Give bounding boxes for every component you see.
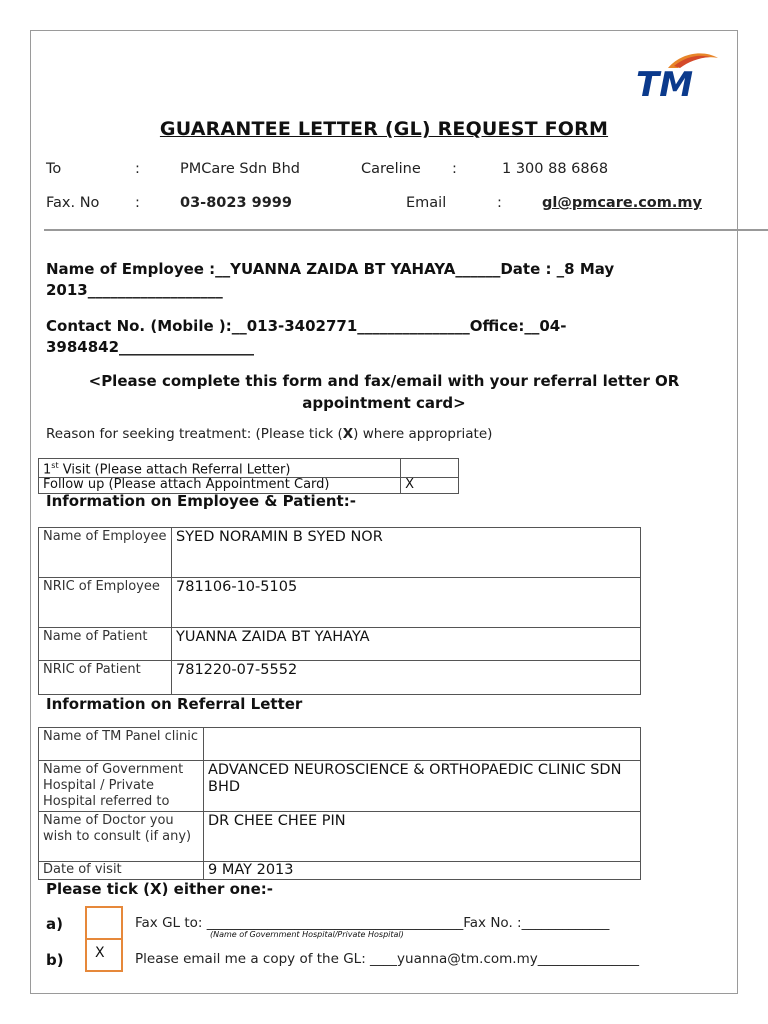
fax-label: Fax. No <box>46 195 100 211</box>
reason-prompt <box>46 426 492 442</box>
referral-section-heading: Information on Referral Letter <box>46 695 303 713</box>
row-label-panel-clinic: Name of TM Panel clinic <box>39 728 204 761</box>
fax-value: 03-8023 9999 <box>180 195 292 211</box>
table-row <box>39 812 641 862</box>
tm-logo <box>630 48 720 104</box>
first-visit-checkbox[interactable] <box>401 459 459 478</box>
fax-colon: : <box>135 195 140 211</box>
table-row <box>39 728 641 761</box>
first-visit-label: 1st Visit (Please attach Referral Letter) <box>39 459 401 478</box>
reason-prompt-pre: Reason for seeking treatment: (Please tick ( <box>46 426 343 442</box>
option-a-checkbox[interactable] <box>85 906 123 940</box>
option-b-checkbox[interactable]: X <box>85 938 123 972</box>
employee-info-table <box>38 527 641 695</box>
to-colon: : <box>135 161 140 177</box>
to-value: PMCare Sdn Bhd <box>180 161 300 177</box>
svg-text:TM: TM <box>636 65 694 104</box>
header-divider <box>44 229 768 231</box>
patient-nric-value[interactable]: 781220-07-5552 <box>172 661 641 695</box>
employee-section-heading: Information on Employee & Patient:- <box>46 492 356 510</box>
panel-clinic-value[interactable] <box>204 728 641 761</box>
employee-nric-value[interactable]: 781106-10-5105 <box>172 578 641 628</box>
careline-value: 1 300 88 6868 <box>502 161 609 177</box>
patient-name-value[interactable]: YUANNA ZAIDA BT YAHAYA <box>172 628 641 661</box>
choice-heading: Please tick (X) either one:- <box>46 880 273 898</box>
careline-label: Careline <box>361 161 421 177</box>
option-a-caption: (Name of Government Hospital/Private Hospital) <box>210 930 404 939</box>
row-label-doctor: Name of Doctor you wish to consult (if any) <box>39 812 204 862</box>
table-row <box>39 578 641 628</box>
row-label-visit-date: Date of visit <box>39 862 204 880</box>
table-row <box>39 862 641 880</box>
row-label-employee-nric: NRIC of Employee <box>39 578 172 628</box>
referral-info-table <box>38 727 641 880</box>
option-a-text: Fax GL to: ______________________________________Fax No. :_____________ <box>135 915 610 931</box>
reason-prompt-post: ) where appropriate) <box>353 426 493 442</box>
email-label: Email <box>406 195 447 211</box>
option-b-text: Please email me a copy of the GL: ____yuanna@tm.com.my_______________ <box>135 951 639 967</box>
to-label: To <box>46 161 62 177</box>
form-title: GUARANTEE LETTER (GL) REQUEST FORM <box>159 118 609 140</box>
contact-line: Contact No. (Mobile ):__013-3402771_______________Office:__04-3984842__________________ <box>46 317 567 356</box>
doctor-value[interactable]: DR CHEE CHEE PIN <box>204 812 641 862</box>
hospital-value[interactable]: ADVANCED NEUROSCIENCE & ORTHOPAEDIC CLINIC SDN BHD <box>204 761 641 812</box>
row-label-hospital: Name of Government Hospital / Private Hospital referred to <box>39 761 204 812</box>
employee-name-value[interactable]: SYED NORAMIN B SYED NOR <box>172 528 641 578</box>
row-label-employee-name: Name of Employee <box>39 528 172 578</box>
email-colon: : <box>497 195 502 211</box>
reason-table <box>38 458 459 494</box>
option-b-label: b) <box>46 951 64 969</box>
reason-row-first-visit <box>39 459 459 478</box>
reason-prompt-x: X <box>342 426 354 442</box>
follow-up-label: Follow up (Please attach Appointment Card) <box>39 478 401 494</box>
table-row <box>39 528 641 578</box>
row-label-patient-nric: NRIC of Patient <box>39 661 172 695</box>
row-label-patient-name: Name of Patient <box>39 628 172 661</box>
table-row <box>39 761 641 812</box>
visit-date-value[interactable]: 9 MAY 2013 <box>204 862 641 880</box>
email-link[interactable]: gl@pmcare.com.my <box>542 195 702 211</box>
employee-name-line: Name of Employee :__YUANNA ZAIDA BT YAHAYA______Date : _8 May 2013__________________ <box>46 260 615 299</box>
table-row <box>39 661 641 695</box>
option-a-label: a) <box>46 915 63 933</box>
follow-up-checkbox[interactable]: X <box>401 478 459 494</box>
instruction-notice: <Please complete this form and fax/email with your referral letter OR appointment card> <box>88 372 680 412</box>
careline-colon: : <box>452 161 457 177</box>
table-row <box>39 628 641 661</box>
